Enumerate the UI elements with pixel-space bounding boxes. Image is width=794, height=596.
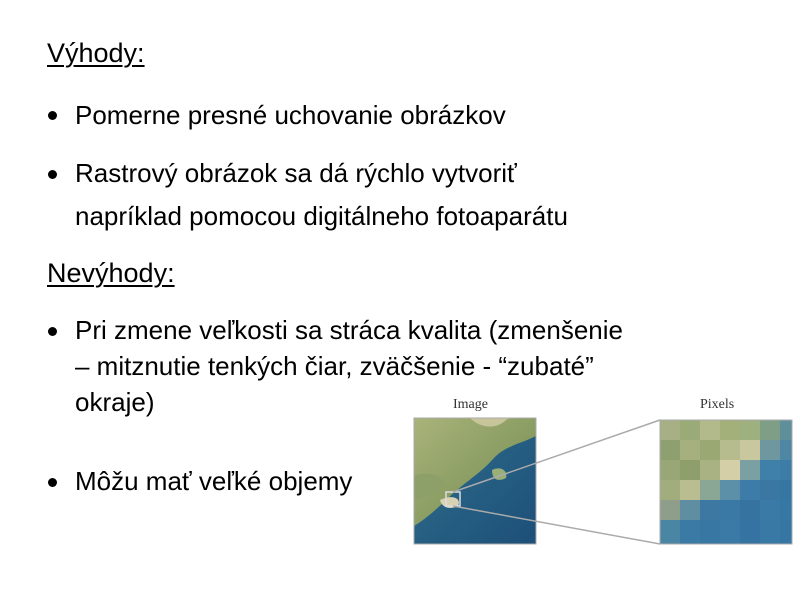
- bullet-icon: [48, 327, 57, 336]
- advantage-item-2-line-1: Rastrový obrázok sa dá rýchlo vytvoriť: [75, 158, 517, 188]
- zoom-region-marker: [446, 492, 460, 506]
- zoom-line-top: [453, 420, 660, 492]
- advantages-heading: Výhody:: [47, 38, 145, 68]
- disadvantage-item-2-line-1: Môžu mať veľké objemy: [75, 466, 353, 496]
- bullet-icon: [48, 111, 57, 120]
- image-label: Image: [453, 397, 488, 412]
- pixels-label: Pixels: [700, 397, 735, 412]
- satellite-image: [414, 418, 536, 544]
- disadvantage-item-2: [75, 464, 352, 498]
- advantage-item-1: [75, 98, 506, 132]
- disadvantage-item-1-line-2: – mitznutie tenkých čiar, zväčšenie - “zubaté”: [75, 351, 594, 381]
- advantage-item-2-line-2: napríklad pomocou digitálneho fotoaparátu: [75, 201, 568, 231]
- pixel-grid: [660, 420, 792, 544]
- advantage-item-1-line-1: Pomerne presné uchovanie obrázkov: [75, 100, 506, 130]
- disadvantages-heading: Nevýhody:: [47, 258, 175, 288]
- disadvantage-item-1-line-3: okraje): [75, 387, 155, 417]
- bullet-icon: [48, 170, 57, 179]
- disadvantage-item-1-line-1: Pri zmene veľkosti sa stráca kvalita (zmenšenie: [75, 315, 624, 345]
- bullet-icon: [48, 478, 57, 487]
- disadvantage-item-1: [75, 313, 623, 419]
- advantage-item-2: [75, 156, 568, 233]
- zoom-line-bottom: [453, 506, 660, 544]
